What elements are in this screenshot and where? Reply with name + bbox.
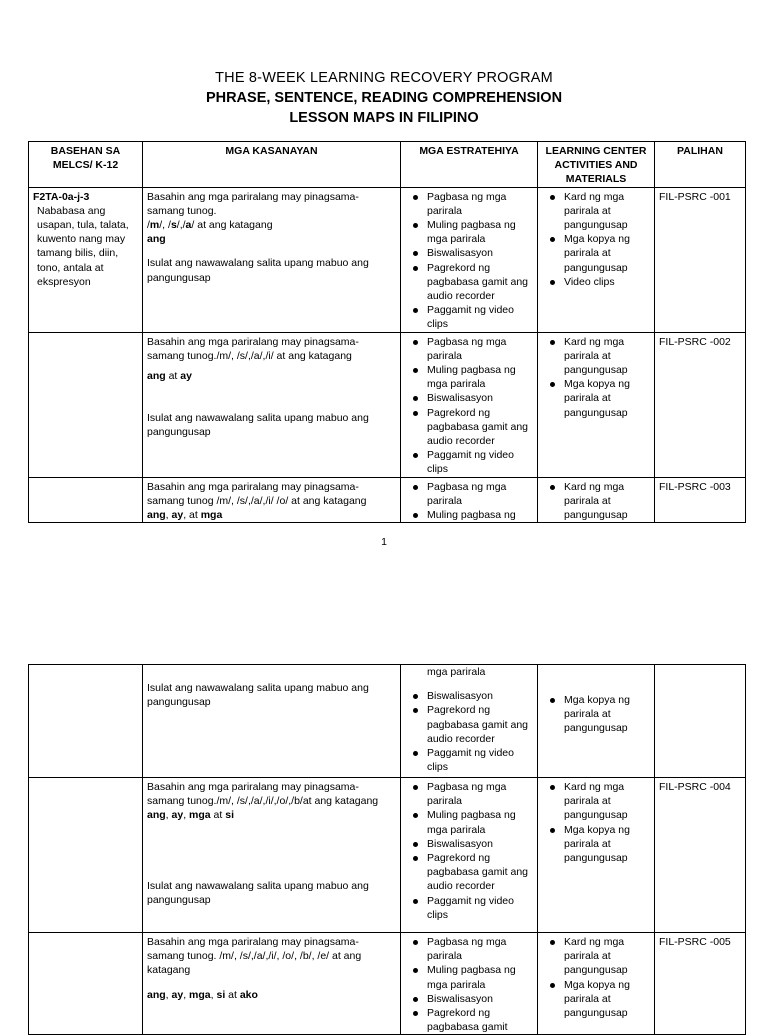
list-item: Muling pagbasa ng mga parirala bbox=[427, 363, 533, 391]
estratehiya-cell bbox=[401, 477, 538, 523]
melc-cell bbox=[29, 477, 143, 523]
kasanayan-cell bbox=[143, 477, 401, 523]
table-row bbox=[29, 332, 746, 477]
materials-cell bbox=[538, 332, 655, 477]
skill-write-text: Isulat ang nawawalang salita upang mabuo ang pangungusap bbox=[147, 682, 369, 709]
melc-cell bbox=[29, 187, 143, 332]
skill-keywords: ang, ay, at mga bbox=[147, 509, 223, 522]
table-row bbox=[29, 778, 746, 933]
list-item: Muling pagbasa ng bbox=[427, 508, 533, 522]
palihan-cell: FIL-PSRC -002 bbox=[655, 332, 746, 477]
palihan-cell: FIL-PSRC -001 bbox=[655, 187, 746, 332]
skill-text: Basahin ang mga pariralang may pinagsama-samang tunog. /m/, /s/,/a/,/i/, /o/, /b/, /e/ at ang katagang bbox=[147, 936, 362, 977]
estratehiya-cell bbox=[401, 187, 538, 332]
list-item: Pagrekord ng pagbabasa gamit ang audio recorder bbox=[427, 703, 533, 746]
lesson-map-table bbox=[28, 141, 746, 523]
program-title: THE 8-WEEK LEARNING RECOVERY PROGRAM bbox=[215, 70, 553, 86]
list-item: Pagbasa ng mga parirala bbox=[427, 190, 533, 218]
skill-text: Basahin ang mga pariralang may pinagsama-samang tunog /m/, /s/,/a/,/i/ /o/ at ang katagang bbox=[147, 480, 367, 507]
list-item: Biswalisasyon bbox=[427, 837, 533, 851]
list-item: Kard ng mga parirala at pangungusap bbox=[564, 780, 650, 823]
estratehiya-cell bbox=[401, 778, 538, 933]
strategy-list bbox=[405, 780, 533, 922]
page-number: 1 bbox=[381, 536, 387, 548]
list-item: Paggamit ng video clips bbox=[427, 746, 533, 774]
skill-write-text: Isulat ang nawawalang salita upang mabuo ang pangungusap bbox=[147, 412, 369, 439]
continued-text: mga parirala bbox=[427, 666, 486, 678]
list-item: Pagbasa ng mga parirala bbox=[427, 780, 533, 808]
list-item: Pagrekord ng pagbabasa gamit ang audio recorder bbox=[427, 406, 533, 449]
list-item: Muling pagbasa ng mga parirala bbox=[427, 218, 533, 246]
palihan-cell: FIL-PSRC -004 bbox=[655, 778, 746, 933]
table-row bbox=[29, 933, 746, 1035]
skill-sounds: /m/, /s/,/a/ at ang katagang bbox=[147, 219, 273, 232]
skill-keywords: ang at ay bbox=[147, 370, 192, 383]
strategy-list bbox=[405, 335, 533, 477]
table-row bbox=[29, 665, 746, 778]
list-item: Paggamit ng video clips bbox=[427, 448, 533, 476]
list-item: Pagrekord ng pagbabasa gamit ang audio recorder bbox=[427, 851, 533, 894]
list-item: Paggamit ng video clips bbox=[427, 894, 533, 922]
materials-list bbox=[542, 335, 650, 420]
strategy-list bbox=[405, 689, 533, 774]
skill-write-text: Isulat ang nawawalang salita upang mabuo ang pangungusap bbox=[147, 257, 369, 284]
kasanayan-cell bbox=[143, 332, 401, 477]
palihan-cell bbox=[655, 665, 746, 778]
estratehiya-cell bbox=[401, 933, 538, 1035]
skill-text: Basahin ang mga pariralang may pinagsama-samang tunog./m/, /s/,/a/,/i/ at ang katagang bbox=[147, 335, 359, 362]
table-row bbox=[29, 477, 746, 523]
list-item: Mga kopya ng parirala at pangungusap bbox=[564, 693, 650, 736]
materials-cell bbox=[538, 778, 655, 933]
strategy-list bbox=[405, 935, 533, 1034]
materials-list bbox=[542, 780, 650, 865]
header-estratehiya: MGA ESTRATEHIYA bbox=[401, 142, 538, 188]
kasanayan-cell bbox=[143, 778, 401, 933]
list-item: Biswalisasyon bbox=[427, 689, 533, 703]
estratehiya-cell bbox=[401, 332, 538, 477]
document-subtitle: PHRASE, SENTENCE, READING COMPREHENSION bbox=[205, 90, 563, 106]
kasanayan-cell bbox=[143, 187, 401, 332]
palihan-cell: FIL-PSRC -003 bbox=[655, 477, 746, 523]
strategy-list bbox=[405, 480, 533, 523]
skill-keywords: ang, ay, mga, si at ako bbox=[147, 988, 258, 1001]
materials-list bbox=[542, 935, 650, 1020]
list-item: Biswalisasyon bbox=[427, 246, 533, 260]
skill-write-text: Isulat ang nawawalang salita upang mabuo ang pangungusap bbox=[147, 879, 369, 906]
header-learning-center: LEARNING CENTER ACTIVITIES AND MATERIALS bbox=[538, 142, 655, 188]
skill-text: Basahin ang mga pariralang may pinagsama-samang tunog./m/, /s/,/a/,/i/,/o/,/b/at ang katagang bbox=[147, 781, 379, 808]
document-page-2 bbox=[0, 650, 768, 1034]
list-item: Paggamit ng video clips bbox=[427, 303, 533, 331]
skill-keywords: ang, ay, mga at si bbox=[147, 809, 234, 822]
table-header-row bbox=[29, 142, 746, 188]
list-item: Muling pagbasa ng mga parirala bbox=[427, 963, 533, 991]
materials-cell bbox=[538, 187, 655, 332]
list-item: Pagbasa ng mga parirala bbox=[427, 480, 533, 508]
list-item: Pagbasa ng mga parirala bbox=[427, 935, 533, 963]
kasanayan-cell bbox=[143, 665, 401, 778]
page-gap bbox=[0, 590, 768, 650]
header-basehan: BASEHAN SA MELCS/ K-12 bbox=[29, 142, 143, 188]
melc-cell bbox=[29, 933, 143, 1035]
list-item: Kard ng mga parirala at pangungusap bbox=[564, 335, 650, 378]
list-item: Mga kopya ng parirala at pangungusap bbox=[564, 823, 650, 866]
melc-description: Nababasa ang usapan, tula, talata, kuwento nang may tamang bilis, diin, tono, antala at ekspresyon bbox=[37, 204, 129, 288]
list-item: Video clips bbox=[564, 275, 650, 289]
melc-cell bbox=[29, 332, 143, 477]
list-item: Pagrekord ng pagbabasa gamit ang audio recorder bbox=[427, 261, 533, 304]
list-item: Mga kopya ng parirala at pangungusap bbox=[564, 377, 650, 420]
document-subtitle-2: LESSON MAPS IN FILIPINO bbox=[289, 110, 479, 126]
materials-cell bbox=[538, 933, 655, 1035]
header-kasanayan: MGA KASANAYAN bbox=[143, 142, 401, 188]
list-item: Kard ng mga parirala at pangungusap bbox=[564, 480, 650, 523]
estratehiya-cell bbox=[401, 665, 538, 778]
kasanayan-cell bbox=[143, 933, 401, 1035]
list-item: Biswalisasyon bbox=[427, 992, 533, 1006]
list-item: Pagbasa ng mga parirala bbox=[427, 335, 533, 363]
skill-text: Basahin ang mga pariralang may pinagsama-samang tunog. bbox=[147, 190, 359, 217]
list-item: Mga kopya ng parirala at pangungusap bbox=[564, 978, 650, 1021]
skill-keyword: ang bbox=[147, 233, 166, 246]
list-item: Pagrekord ng pagbabasa gamit bbox=[427, 1006, 533, 1034]
melc-cell bbox=[29, 778, 143, 933]
materials-list bbox=[542, 190, 650, 289]
header-palihan: PALIHAN bbox=[655, 142, 746, 188]
materials-list bbox=[542, 480, 650, 523]
list-item: Muling pagbasa ng mga parirala bbox=[427, 808, 533, 836]
list-item: Kard ng mga parirala at pangungusap bbox=[564, 190, 650, 233]
strategy-list bbox=[405, 190, 533, 332]
list-item: Mga kopya ng parirala at pangungusap bbox=[564, 232, 650, 275]
materials-list bbox=[542, 693, 650, 736]
lesson-map-table-continued bbox=[28, 664, 746, 1035]
melc-cell bbox=[29, 665, 143, 778]
list-item: Kard ng mga parirala at pangungusap bbox=[564, 935, 650, 978]
palihan-cell: FIL-PSRC -005 bbox=[655, 933, 746, 1035]
list-item: Biswalisasyon bbox=[427, 391, 533, 405]
table-row bbox=[29, 187, 746, 332]
materials-cell bbox=[538, 477, 655, 523]
melc-code: F2TA-0a-j-3 bbox=[33, 190, 90, 203]
materials-cell bbox=[538, 665, 655, 778]
